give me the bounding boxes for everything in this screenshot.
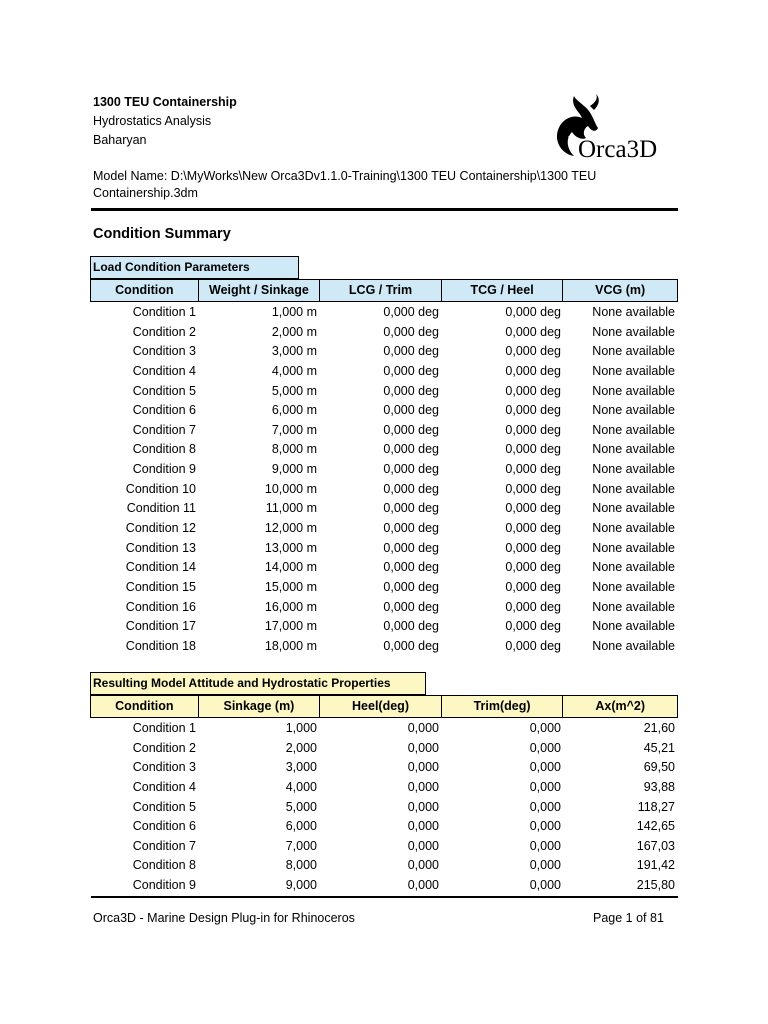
table-cell: None available (592, 363, 675, 378)
table-cell: 0,000 deg (505, 363, 561, 378)
table-cell: None available (592, 619, 675, 634)
table-cell: 11,000 m (265, 501, 317, 516)
column-header: Sinkage (m) (199, 696, 321, 717)
column-header: TCG / Heel (442, 280, 564, 301)
table-cell: 1,000 (285, 721, 317, 735)
table-cell: 0,000 deg (505, 579, 561, 594)
table-cell: 0,000 deg (383, 442, 439, 457)
table-cell: 0,000 deg (505, 501, 561, 516)
footer-text: Orca3D - Marine Design Plug-in for Rhinoceros (93, 911, 355, 925)
document-title: 1300 TEU Containership (93, 95, 237, 109)
table-row (90, 798, 678, 818)
table-cell: 45,21 (643, 740, 675, 755)
table-cell: 0,000 deg (505, 462, 561, 477)
column-header: Ax(m^2) (595, 699, 646, 713)
table-cell: 7,000 (285, 838, 317, 853)
table-row (90, 342, 678, 362)
table-cell: Condition 1 (132, 305, 196, 319)
table-cell: 13,000 m (264, 540, 317, 555)
table-cell: 0,000 (529, 721, 561, 735)
table-cell: 17,000 m (264, 619, 317, 634)
result-table-header (90, 695, 678, 718)
table-cell: 0,000 (529, 799, 561, 814)
table-cell: 0,000 (407, 878, 439, 893)
column-header: Weight / Sinkage (199, 280, 321, 301)
table-row (90, 739, 678, 759)
table-cell: None available (592, 599, 675, 614)
table-cell: 3,000 m (271, 344, 317, 359)
table-cell: 0,000 deg (383, 638, 439, 653)
result-table-body (90, 719, 678, 896)
table-cell: 0,000 deg (383, 540, 439, 555)
table-cell: Condition 8 (132, 442, 196, 457)
table-cell: None available (592, 638, 675, 653)
table-cell: None available (592, 481, 675, 496)
table-cell: Condition 5 (132, 799, 196, 814)
table-cell: 0,000 deg (505, 305, 561, 319)
table-cell: 10,000 m (264, 481, 317, 496)
table-cell: 1,000 m (271, 305, 317, 319)
table-cell: 0,000 deg (383, 481, 439, 496)
table-cell: Condition 4 (132, 363, 196, 378)
table-cell: 2,000 m (271, 324, 317, 339)
table-cell: 0,000 deg (383, 324, 439, 339)
table-cell: 8,000 (285, 858, 317, 873)
table-cell: 0,000 (529, 858, 561, 873)
table-row (90, 598, 678, 618)
table-row (90, 617, 678, 637)
load-table-label: Load Condition Parameters (90, 256, 299, 279)
table-cell: 0,000 deg (383, 619, 439, 634)
table-cell: 0,000 deg (383, 462, 439, 477)
column-header: Heel(deg) (320, 696, 442, 717)
table-cell: 9,000 m (271, 462, 317, 477)
table-cell: 215,80 (636, 878, 675, 893)
table-cell: None available (592, 560, 675, 575)
table-cell: 0,000 deg (383, 383, 439, 398)
table-cell: Condition 3 (132, 344, 196, 359)
table-row (90, 440, 678, 460)
table-cell: 0,000 deg (383, 344, 439, 359)
table-cell: 0,000 (407, 858, 439, 873)
table-row (90, 758, 678, 778)
column-header: VCG (m) (595, 283, 646, 297)
table-cell: 0,000 (529, 819, 561, 834)
table-cell: 0,000 deg (505, 324, 561, 339)
table-cell: Condition 9 (132, 462, 196, 477)
table-cell: 142,65 (636, 819, 675, 834)
table-cell: None available (592, 383, 675, 398)
table-cell: 0,000 (407, 740, 439, 755)
table-cell: Condition 7 (132, 422, 196, 437)
load-table-header (90, 279, 678, 302)
table-cell: 4,000 m (271, 363, 317, 378)
table-row (90, 539, 678, 559)
table-cell: 3,000 (285, 760, 317, 775)
table-cell: 0,000 deg (505, 521, 561, 536)
section-title: Condition Summary (93, 226, 231, 242)
table-cell: Condition 2 (132, 324, 196, 339)
table-cell: 0,000 (407, 760, 439, 775)
table-cell: 118,27 (637, 799, 675, 814)
table-cell: Condition 18 (125, 638, 196, 653)
table-cell: 0,000 (407, 838, 439, 853)
table-cell: Condition 12 (125, 521, 196, 536)
table-cell: None available (592, 403, 675, 418)
page-number: Page 1 of 81 (593, 911, 664, 925)
table-cell: Condition 4 (132, 779, 196, 794)
table-cell: 0,000 (529, 838, 561, 853)
table-cell: 0,000 deg (505, 442, 561, 457)
table-row (90, 519, 678, 539)
table-cell: 12,000 m (264, 521, 317, 536)
table-cell: Condition 6 (132, 819, 196, 834)
table-cell: 21,60 (643, 721, 675, 735)
table-cell: None available (592, 462, 675, 477)
table-cell: 0,000 (407, 779, 439, 794)
logo-wordmark: Orca3D (578, 136, 658, 163)
table-cell: 0,000 deg (383, 521, 439, 536)
table-cell: 0,000 (529, 779, 561, 794)
table-cell: Condition 8 (132, 858, 196, 873)
table-cell: Condition 15 (125, 579, 196, 594)
column-header: Condition (91, 280, 199, 301)
table-cell: Condition 2 (132, 740, 196, 755)
table-cell: 0,000 (407, 819, 439, 834)
table-cell: Condition 17 (125, 619, 196, 634)
table-cell: 93,88 (643, 779, 675, 794)
table-row (90, 401, 678, 421)
table-cell: Condition 1 (132, 721, 196, 735)
table-cell: None available (592, 324, 675, 339)
table-cell: 0,000 deg (383, 305, 439, 319)
table-cell: 69,50 (643, 760, 675, 775)
table-cell: 2,000 (285, 740, 317, 755)
table-cell: Condition 14 (125, 560, 196, 575)
table-cell: 0,000 deg (383, 422, 439, 437)
table-cell: 0,000 deg (505, 619, 561, 634)
table-cell: 0,000 (407, 721, 439, 735)
table-cell: 0,000 deg (505, 638, 561, 653)
table-cell: 8,000 m (271, 442, 317, 457)
table-cell: 0,000 (407, 799, 439, 814)
table-cell: 0,000 deg (383, 599, 439, 614)
table-cell: 0,000 deg (505, 383, 561, 398)
model-name: Model Name: D:\MyWorks\New Orca3Dv1.1.0-Training\1300 TEU Containership\1300 TEU Containership.3dm (93, 169, 597, 200)
column-header: Condition (91, 696, 199, 717)
table-cell: 4,000 (285, 779, 317, 794)
table-cell: Condition 9 (132, 878, 196, 893)
table-row (90, 558, 678, 578)
table-cell: 5,000 m (271, 383, 317, 398)
table-cell: 16,000 m (264, 599, 317, 614)
table-cell: 9,000 (285, 878, 317, 893)
table-cell: Condition 7 (132, 838, 196, 853)
table-cell: None available (592, 305, 675, 319)
table-cell: None available (592, 422, 675, 437)
document-author: Baharyan (93, 133, 147, 147)
table-cell: 0,000 deg (505, 540, 561, 555)
table-row (90, 837, 678, 857)
load-table-body (90, 303, 678, 657)
table-cell: Condition 13 (125, 540, 196, 555)
table-cell: Condition 5 (132, 383, 196, 398)
table-row (90, 578, 678, 598)
table-cell: 18,000 m (264, 638, 317, 653)
table-cell: 14,000 m (264, 560, 317, 575)
table-row (90, 499, 678, 519)
table-cell: 6,000 m (271, 403, 317, 418)
table-cell: 0,000 deg (383, 579, 439, 594)
table-cell: None available (592, 540, 675, 555)
table-cell: 0,000 deg (505, 344, 561, 359)
table-cell: Condition 6 (132, 403, 196, 418)
table-cell: None available (592, 579, 675, 594)
table-cell: Condition 10 (125, 481, 196, 496)
footer-divider (91, 896, 678, 898)
column-header: LCG / Trim (320, 280, 442, 301)
table-cell: 0,000 deg (505, 403, 561, 418)
table-cell: 0,000 deg (383, 403, 439, 418)
table-row (90, 778, 678, 798)
table-row (90, 303, 678, 323)
table-row (90, 382, 678, 402)
table-cell: 6,000 (285, 819, 317, 834)
table-cell: 0,000 (529, 760, 561, 775)
document-subtitle: Hydrostatics Analysis (93, 114, 212, 128)
table-cell: 167,03 (636, 838, 675, 853)
table-cell: 0,000 deg (383, 560, 439, 575)
table-row (90, 856, 678, 876)
table-cell: Condition 11 (126, 501, 196, 516)
table-cell: 15,000 m (264, 579, 317, 594)
table-row (90, 876, 678, 896)
table-cell: 191,42 (636, 858, 675, 873)
table-row (90, 719, 678, 739)
table-cell: 0,000 deg (383, 501, 439, 516)
table-row (90, 421, 678, 441)
header-divider (91, 208, 678, 211)
table-cell: 0,000 deg (383, 363, 439, 378)
table-cell: 0,000 deg (505, 560, 561, 575)
table-cell: 0,000 (529, 740, 561, 755)
table-cell: None available (592, 442, 675, 457)
column-header: Trim(deg) (442, 696, 564, 717)
table-cell: 5,000 (285, 799, 317, 814)
table-cell: 0,000 deg (505, 481, 561, 496)
table-cell: None available (592, 521, 675, 536)
table-cell: 0,000 (529, 878, 561, 893)
table-row (90, 637, 678, 657)
table-row (90, 323, 678, 343)
table-cell: None available (592, 501, 675, 516)
table-cell: 7,000 m (271, 422, 317, 437)
table-cell: None available (592, 344, 675, 359)
table-cell: Condition 3 (132, 760, 196, 775)
table-row (90, 817, 678, 837)
table-cell: Condition 16 (125, 599, 196, 614)
table-cell: 0,000 deg (505, 422, 561, 437)
table-row (90, 362, 678, 382)
table-cell: 0,000 deg (505, 599, 561, 614)
table-row (90, 480, 678, 500)
result-table-label: Resulting Model Attitude and Hydrostatic Properties (90, 672, 426, 695)
table-row (90, 460, 678, 480)
